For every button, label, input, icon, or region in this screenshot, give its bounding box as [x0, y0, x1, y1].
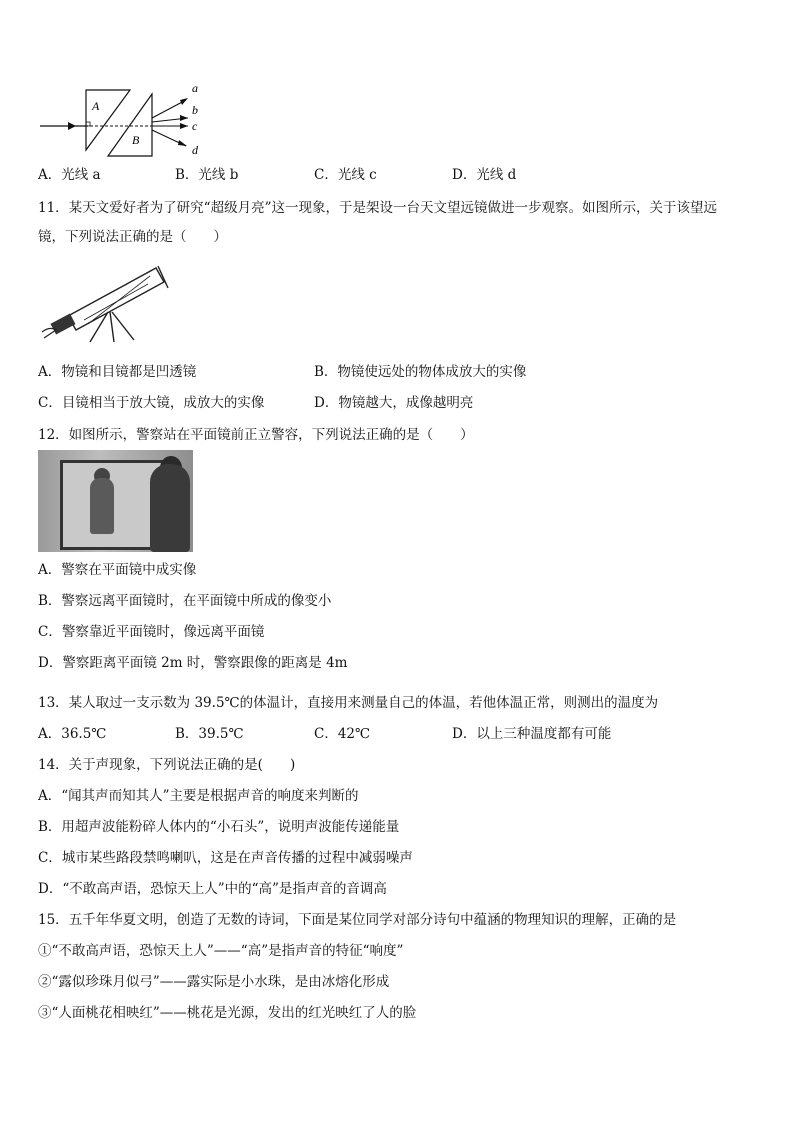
label-B: B — [132, 133, 140, 147]
q13-option-a: A．36.5℃ — [38, 726, 107, 742]
q13-option-c: C．42℃ — [314, 726, 371, 742]
q13-stem: 13．某人取过一支示数为 39.5℃的体温计，直接用来测量自己的体温，若他体温正常，则测出的温度为 — [38, 695, 659, 711]
q15-stem: 15．五千年华夏文明，创造了无数的诗词，下面是某位同学对部分诗句中蕴涵的物理知识的理解，正确的是 — [38, 912, 677, 928]
q12-stem: 12．如图所示，警察站在平面镜前正立警容，下列说法正确的是（ ） — [38, 427, 474, 443]
q10-option-c: C．光线 c — [314, 167, 377, 183]
q14-stem: 14．关于声现象，下列说法正确的是( ) — [38, 757, 296, 773]
q14-option-d: D．“不敢高声语，恐惊天上人”中的“高”是指声音的音调高 — [38, 881, 387, 897]
q12-option-c: C．警察靠近平面镜时，像远离平面镜 — [38, 624, 265, 640]
q10-option-b: B．光线 b — [175, 167, 239, 183]
q11-stem-line1: 11．某天文爱好者为了研究“超级月亮”这一现象，于是架设一台天文望远镜做进一步观察。如图所示，关于该望远 — [38, 200, 717, 216]
q14-option-b: B．用超声波能粉碎人体内的“小石头”，说明声波能传递能量 — [38, 819, 400, 835]
q11-stem-line2: 镜，下列说法正确的是（ ） — [38, 229, 227, 245]
police-mirror-photo — [38, 450, 193, 552]
q10-option-a: A．光线 a — [38, 167, 101, 183]
q12-option-d: D．警察距离平面镜 2m 时，警察跟像的距离是 4m — [38, 655, 348, 671]
prism-diagram — [38, 78, 218, 160]
label-a: a — [192, 81, 198, 95]
label-A: A — [92, 99, 100, 113]
q13-option-b: B．39.5℃ — [175, 726, 244, 742]
q15-item-3: ③“人面桃花相映红”——桃花是光源，发出的红光映红了人的脸 — [38, 1005, 417, 1021]
label-d: d — [192, 143, 198, 157]
telescope-figure — [38, 258, 170, 344]
q15-item-1: ①“不敢高声语，恐惊天上人”——“高”是指声音的特征“响度” — [38, 943, 404, 959]
q11-option-c: C．目镜相当于放大镜，成放大的实像 — [38, 395, 265, 411]
q14-option-c: C．城市某些路段禁鸣喇叭，这是在声音传播的过程中减弱噪声 — [38, 850, 413, 866]
q10-option-d: D．光线 d — [452, 167, 517, 183]
q15-item-2: ②“露似珍珠月似弓”——露实际是小水珠，是由冰熔化形成 — [38, 974, 390, 990]
q13-option-d: D．以上三种温度都有可能 — [452, 726, 612, 742]
label-c: c — [192, 119, 198, 133]
label-b: b — [192, 103, 198, 117]
q11-option-d: D．物镜越大，成像越明亮 — [314, 395, 474, 411]
q12-option-b: B．警察远离平面镜时，在平面镜中所成的像变小 — [38, 593, 332, 609]
q11-option-a: A．物镜和目镜都是凹透镜 — [38, 364, 197, 380]
q11-option-b: B．物镜使远处的物体成放大的实像 — [314, 364, 527, 380]
q14-option-a: A．“闻其声而知其人”主要是根据声音的响度来判断的 — [38, 788, 359, 804]
q12-option-a: A．警察在平面镜中成实像 — [38, 562, 197, 578]
